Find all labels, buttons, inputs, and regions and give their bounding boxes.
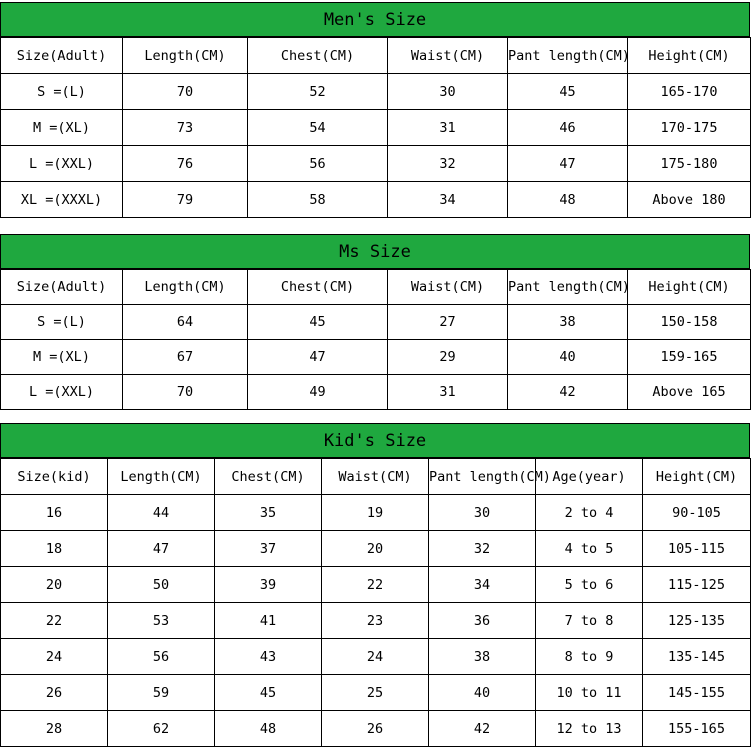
table-cell: 20	[322, 531, 429, 567]
column-header: Length(CM)	[123, 270, 248, 305]
table-row	[1, 305, 751, 340]
table-cell: 48	[508, 182, 628, 218]
table-cell: 32	[429, 531, 536, 567]
table-cell: 31	[388, 375, 508, 410]
column-header: Pant length(CM)	[508, 270, 628, 305]
column-header: Size(Adult)	[1, 38, 123, 74]
table-cell: 42	[429, 711, 536, 747]
table-cell: 79	[123, 182, 248, 218]
ms-size-title: Ms Size	[0, 234, 750, 269]
column-header: Pant length(CM)	[508, 38, 628, 74]
table-cell: 8 to 9	[536, 639, 643, 675]
table-row	[1, 182, 751, 218]
table-cell: 45	[508, 74, 628, 110]
table-cell: 40	[508, 340, 628, 375]
table-cell: 22	[1, 603, 108, 639]
table-cell: 125-135	[643, 603, 751, 639]
table-cell: 50	[108, 567, 215, 603]
column-header: Height(CM)	[643, 459, 751, 495]
table-cell: 38	[508, 305, 628, 340]
table-cell: 34	[429, 567, 536, 603]
column-header: Waist(CM)	[388, 270, 508, 305]
table-cell: 115-125	[643, 567, 751, 603]
table-cell: 35	[215, 495, 322, 531]
table-cell: 175-180	[628, 146, 751, 182]
table-cell: 52	[248, 74, 388, 110]
ms-size-table	[0, 269, 751, 410]
column-header: Chest(CM)	[248, 270, 388, 305]
table-cell: 56	[108, 639, 215, 675]
table-header-row	[1, 459, 751, 495]
table-row	[1, 495, 751, 531]
table-cell: 64	[123, 305, 248, 340]
table-cell: 165-170	[628, 74, 751, 110]
table-cell: S =(L)	[1, 74, 123, 110]
column-header: Waist(CM)	[388, 38, 508, 74]
table-cell: 70	[123, 375, 248, 410]
table-cell: 25	[322, 675, 429, 711]
table-cell: 47	[248, 340, 388, 375]
table-cell: 155-165	[643, 711, 751, 747]
table-cell: 56	[248, 146, 388, 182]
column-header: Pant length(CM)	[429, 459, 536, 495]
table-cell: 135-145	[643, 639, 751, 675]
column-header: Length(CM)	[108, 459, 215, 495]
table-cell: 36	[429, 603, 536, 639]
table-cell: 53	[108, 603, 215, 639]
table-cell: 19	[322, 495, 429, 531]
table-cell: 145-155	[643, 675, 751, 711]
table-cell: 46	[508, 110, 628, 146]
table-cell: 23	[322, 603, 429, 639]
table-cell: 34	[388, 182, 508, 218]
column-header: Chest(CM)	[215, 459, 322, 495]
mens-size-title: Men's Size	[0, 2, 750, 37]
table-cell: 49	[248, 375, 388, 410]
table-cell: 67	[123, 340, 248, 375]
table-cell: 43	[215, 639, 322, 675]
table-cell: XL =(XXXL)	[1, 182, 123, 218]
table-cell: 5 to 6	[536, 567, 643, 603]
table-cell: 27	[388, 305, 508, 340]
table-cell: 76	[123, 146, 248, 182]
table-header-row	[1, 270, 751, 305]
table-cell: 70	[123, 74, 248, 110]
table-row	[1, 567, 751, 603]
table-cell: 28	[1, 711, 108, 747]
table-cell: 4 to 5	[536, 531, 643, 567]
table-cell: L =(XXL)	[1, 146, 123, 182]
table-cell: M =(XL)	[1, 110, 123, 146]
column-header: Chest(CM)	[248, 38, 388, 74]
table-cell: 37	[215, 531, 322, 567]
column-header: Length(CM)	[123, 38, 248, 74]
table-cell: 10 to 11	[536, 675, 643, 711]
table-row	[1, 603, 751, 639]
table-cell: 38	[429, 639, 536, 675]
table-cell: 30	[429, 495, 536, 531]
table-cell: L =(XXL)	[1, 375, 123, 410]
table-cell: 47	[508, 146, 628, 182]
table-cell: 30	[388, 74, 508, 110]
column-header: Height(CM)	[628, 270, 751, 305]
table-cell: S =(L)	[1, 305, 123, 340]
table-cell: 44	[108, 495, 215, 531]
table-row	[1, 711, 751, 747]
column-header: Size(kid)	[1, 459, 108, 495]
table-cell: 59	[108, 675, 215, 711]
table-cell: 90-105	[643, 495, 751, 531]
table-cell: 39	[215, 567, 322, 603]
table-cell: M =(XL)	[1, 340, 123, 375]
column-header: Age(year)	[536, 459, 643, 495]
table-cell: 58	[248, 182, 388, 218]
table-cell: Above 180	[628, 182, 751, 218]
table-row	[1, 110, 751, 146]
table-cell: 73	[123, 110, 248, 146]
mens-size-section	[0, 2, 750, 218]
table-cell: 24	[1, 639, 108, 675]
table-cell: 170-175	[628, 110, 751, 146]
table-cell: 159-165	[628, 340, 751, 375]
table-row	[1, 675, 751, 711]
table-cell: 26	[1, 675, 108, 711]
ms-size-section	[0, 234, 750, 410]
table-cell: 12 to 13	[536, 711, 643, 747]
table-cell: 42	[508, 375, 628, 410]
kids-size-title: Kid's Size	[0, 423, 750, 458]
table-cell: 22	[322, 567, 429, 603]
table-cell: 24	[322, 639, 429, 675]
table-cell: 45	[248, 305, 388, 340]
table-header-row	[1, 38, 751, 74]
table-cell: 7 to 8	[536, 603, 643, 639]
table-cell: 32	[388, 146, 508, 182]
kids-size-table	[0, 458, 751, 747]
table-cell: 29	[388, 340, 508, 375]
column-header: Size(Adult)	[1, 270, 123, 305]
table-cell: 54	[248, 110, 388, 146]
table-cell: 20	[1, 567, 108, 603]
table-cell: 16	[1, 495, 108, 531]
table-cell: 48	[215, 711, 322, 747]
table-row	[1, 74, 751, 110]
table-cell: 31	[388, 110, 508, 146]
table-cell: 105-115	[643, 531, 751, 567]
table-cell: 41	[215, 603, 322, 639]
table-row	[1, 531, 751, 567]
mens-size-table	[0, 37, 751, 218]
column-header: Waist(CM)	[322, 459, 429, 495]
kids-size-section	[0, 423, 750, 747]
table-cell: 26	[322, 711, 429, 747]
table-row	[1, 146, 751, 182]
table-cell: 18	[1, 531, 108, 567]
table-cell: Above 165	[628, 375, 751, 410]
table-row	[1, 340, 751, 375]
table-cell: 45	[215, 675, 322, 711]
column-header: Height(CM)	[628, 38, 751, 74]
table-cell: 150-158	[628, 305, 751, 340]
table-row	[1, 375, 751, 410]
table-cell: 40	[429, 675, 536, 711]
table-cell: 62	[108, 711, 215, 747]
table-cell: 2 to 4	[536, 495, 643, 531]
table-cell: 47	[108, 531, 215, 567]
table-row	[1, 639, 751, 675]
